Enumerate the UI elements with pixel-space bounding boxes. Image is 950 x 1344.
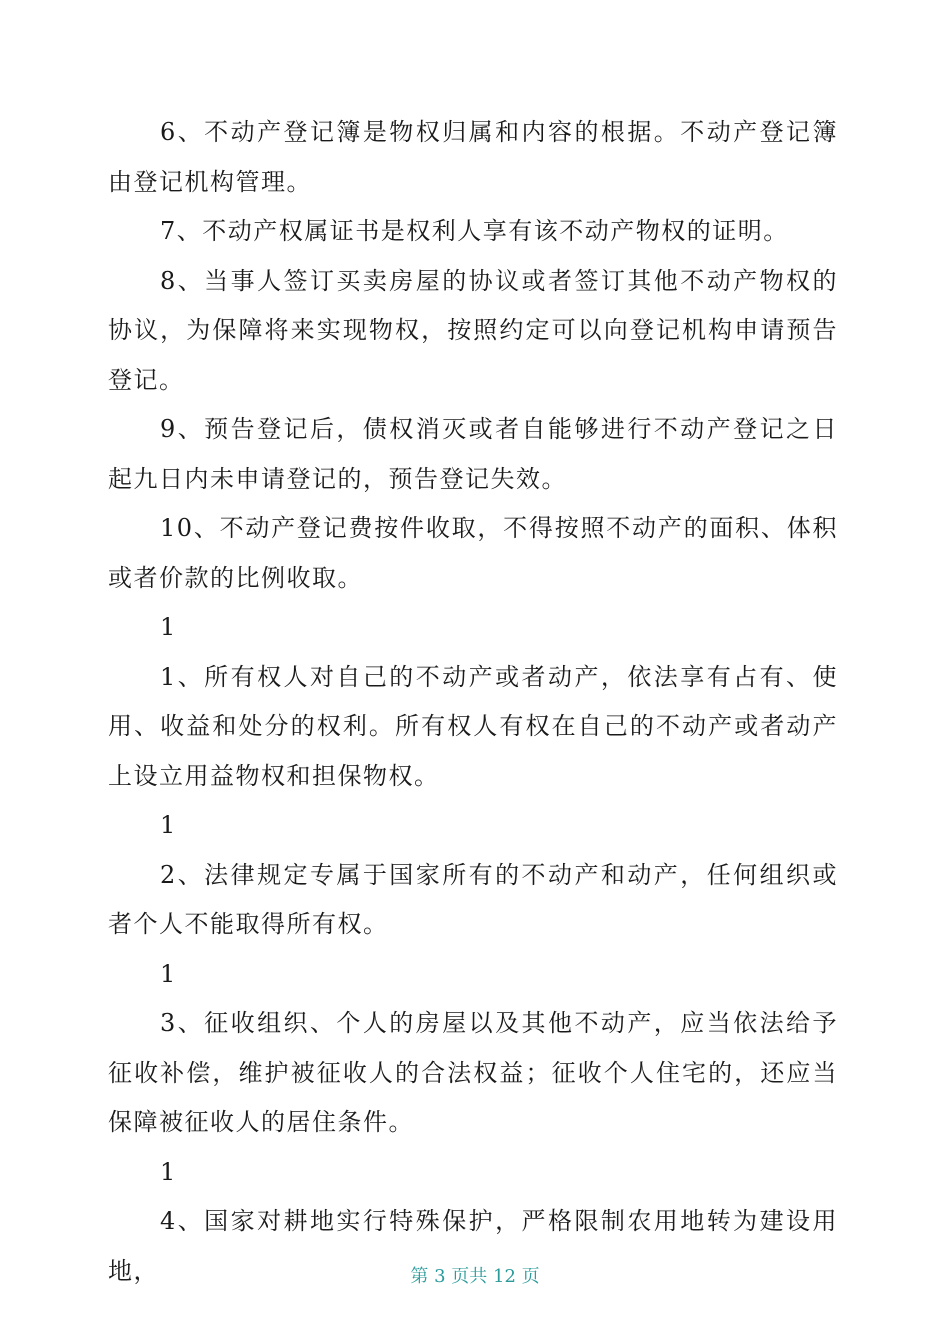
paragraph: 7、不动产权属证书是权利人享有该不动产物权的证明。 xyxy=(160,217,789,245)
paragraph: 1、所有权人对自己的不动产或者动产，依法享有占有、使用、收益和处分的权利。所有权人有权在自己的不动产或者动产上设立用益物权和担保物权。 xyxy=(108,662,838,790)
paragraph: 10、不动产登记费按件收取，不得按照不动产的面积、体积或者价款的比例收取。 xyxy=(108,514,838,592)
section-number: 1 xyxy=(160,1157,177,1186)
page-number-footer: 第 3 页共 12 页 xyxy=(410,1266,540,1287)
paragraph: 2、法律规定专属于国家所有的不动产和动产，任何组织或者个人不能取得所有权。 xyxy=(108,860,838,938)
paragraph: 3、征收组织、个人的房屋以及其他不动产，应当依法给予征收补偿，维护被征收人的合法权益；征收个人住宅的，还应当保障被征收人的居住条件。 xyxy=(108,1009,838,1136)
paragraph: 9、预告登记后，债权消灭或者自能够进行不动产登记之日起九日内未申请登记的，预告登记失效。 xyxy=(108,415,838,493)
section-number: 1 xyxy=(160,959,177,988)
paragraph: 6、不动产登记簿是物权归属和内容的根据。不动产登记簿由登记机构管理。 xyxy=(108,118,838,196)
paragraph: 4、国家对耕地实行特殊保护，严格限制农用地转为建设用地， xyxy=(108,1207,838,1285)
section-number: 1 xyxy=(160,811,177,839)
paragraph: 8、当事人签订买卖房屋的协议或者签订其他不动产物权的协议，为保障将来实现物权，按照约定可以向登记机构申请预告登记。 xyxy=(108,266,838,394)
section-number: 1 xyxy=(160,613,177,641)
document-body xyxy=(108,108,838,1296)
